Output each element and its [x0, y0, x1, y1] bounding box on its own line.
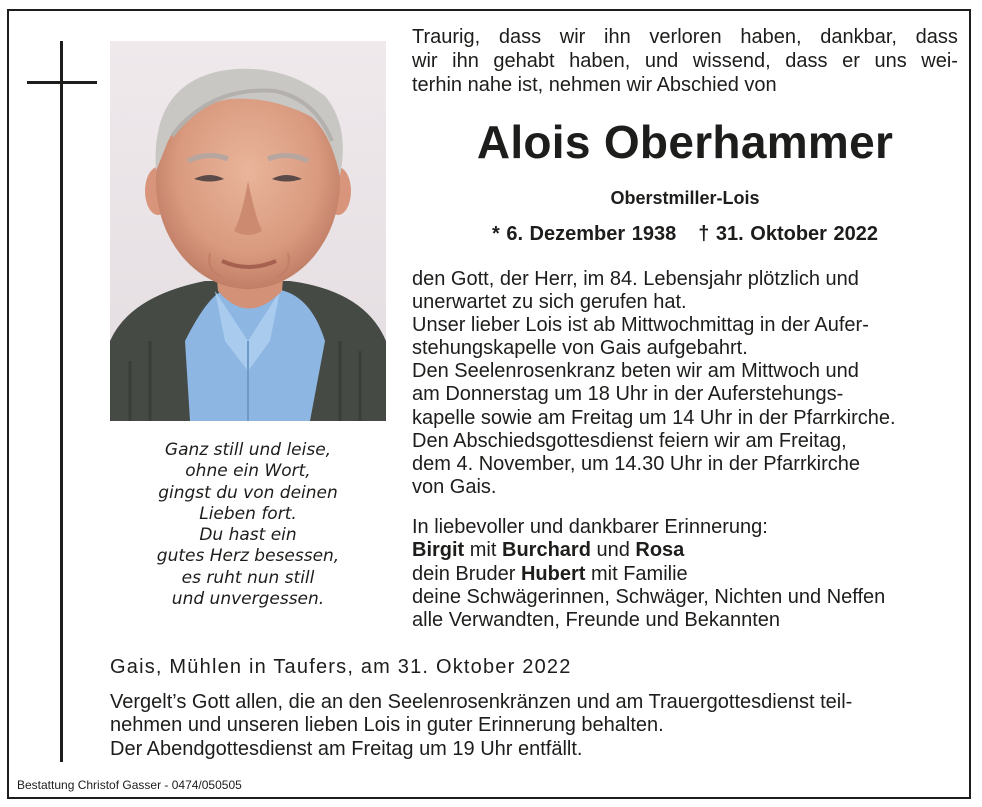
intro-line: terhin nahe ist, nehmen wir Abschied von: [412, 74, 777, 96]
birth-date: * 6. Dezember 1938: [491, 223, 677, 245]
announcement-line: den Gott, der Herr, im 84. Lebensjahr plötzlich und: [412, 268, 859, 290]
life-dates: [412, 221, 958, 247]
poem-line: Ganz still und leise,: [164, 440, 332, 460]
place-and-date: Gais, Mühlen in Taufers, am 31. Oktober 2022: [110, 656, 572, 678]
thanks-line: Der Abendgottesdienst am Freitag um 19 Uhr entfällt.: [110, 737, 583, 760]
mourners-line: dein Bruder Hubert mit Familie: [412, 562, 688, 585]
thanks-text: [110, 691, 958, 761]
mourners-line: Birgit mit Burchard und Rosa: [412, 539, 685, 562]
cross-icon-vertical: [60, 41, 63, 762]
mourners-list: [412, 516, 958, 632]
poem-line: Lieben fort.: [199, 503, 297, 524]
announcement-line: unerwartet zu sich gerufen hat.: [412, 291, 687, 314]
portrait-photo: [110, 41, 386, 421]
mourners-line: deine Schwägerinnen, Schwäger, Nichten und Neffen: [412, 585, 886, 608]
mourners-heading: In liebevoller und dankbarer Erinnerung:: [412, 516, 768, 538]
poem-line: es ruht nun still: [181, 567, 315, 588]
mourners-line: alle Verwandten, Freunde und Bekannten: [412, 609, 781, 632]
thanks-line: Vergelt’s Gott allen, die an den Seelenrosenkränzen und am Trauergottesdienst teil-: [110, 691, 853, 713]
deceased-nickname: Oberstmiller-Lois: [610, 188, 760, 208]
announcement-line: Unser lieber Lois ist ab Mittwochmittag in der Aufer-: [412, 314, 869, 337]
death-date: † 31. Oktober 2022: [698, 223, 878, 245]
memorial-poem: [130, 440, 366, 610]
announcement-line: Den Seelenrosenkranz beten wir am Mittwoch und: [412, 360, 859, 383]
announcement-line: stehungskapelle von Gais aufgebahrt.: [412, 337, 748, 360]
announcement-line: Den Abschiedsgottesdienst feiern wir am Freitag,: [412, 429, 847, 452]
poem-line: ohne ein Wort,: [185, 461, 311, 482]
funeral-home-footer: Bestattung Christof Gasser - 0474/050505: [17, 778, 242, 792]
poem-line: gutes Herz besessen,: [156, 546, 340, 567]
poem-line: gingst du von deinen: [158, 482, 338, 503]
announcement-line: am Donnerstag um 18 Uhr in der Auferstehungs-: [412, 383, 844, 406]
announcement-text: [412, 268, 958, 499]
poem-line: und unvergessen.: [171, 589, 325, 610]
announcement-line: kapelle sowie am Freitag um 14 Uhr in der Pfarrkirche.: [412, 406, 896, 429]
intro-text: [412, 25, 958, 97]
intro-line: wir ihn gehabt haben, und wissend, dass er uns wei-: [412, 50, 958, 72]
intro-line: Traurig, dass wir ihn verloren haben, dankbar, dass: [412, 26, 958, 48]
announcement-line: von Gais.: [412, 475, 497, 498]
poem-line: Du hast ein: [199, 525, 297, 546]
announcement-line: dem 4. November, um 14.30 Uhr in der Pfarrkirche: [412, 452, 860, 475]
thanks-line: nehmen und unseren lieben Lois in guter Erinnerung behalten.: [110, 714, 664, 737]
cross-icon-horizontal: [27, 81, 97, 84]
deceased-name: Alois Oberhammer: [476, 116, 894, 168]
